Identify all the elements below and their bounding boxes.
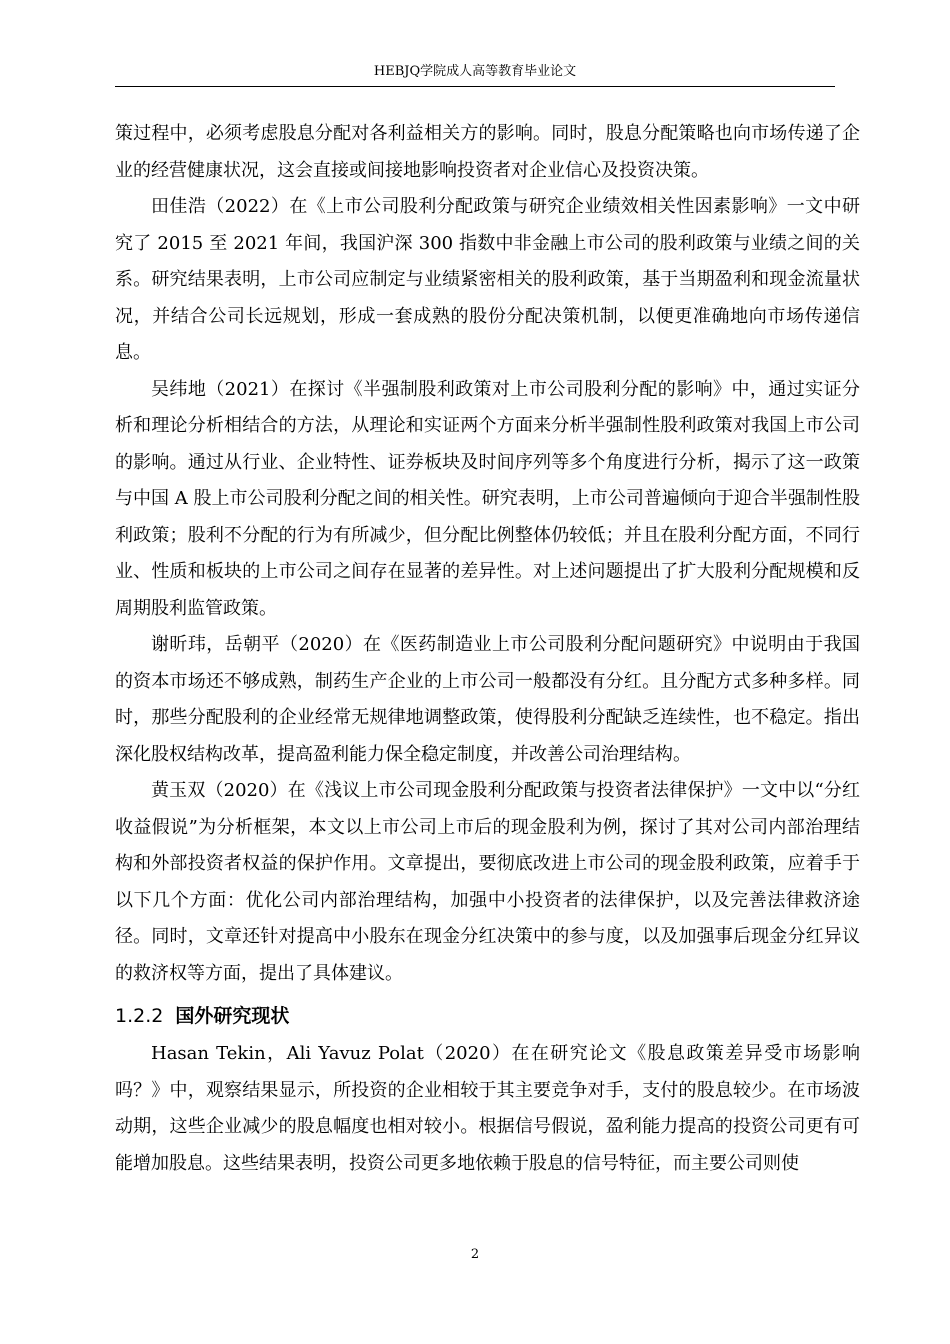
- paragraph: 黄玉双（2020）在《浅议上市公司现金股利分配政策与投资者法律保护》一文中以“分红收益假说”为分析框架，本文以上市公司上市后的现金股利为例，探讨了其对公司内部治理结构和外部投资者权益的保护作用。文章提出，要彻底改进上市公司的现金股利政策，应着手于以下几个方面：优化公司内部治理结构，加强中小投资者的法律保护，以及完善法律救济途径。同时，文章还针对提高中小股东在现金分红决策中的参与度，以及加强事后现金分红异议的救济权等方面，提出了具体建议。: [115, 780, 860, 984]
- document-body: [115, 116, 860, 1182]
- page-header: HEBJQ学院成人高等教育毕业论文: [373, 64, 577, 79]
- paragraph: 策过程中，必须考虑股息分配对各利益相关方的影响。同时，股息分配策略也向市场传递了企业的经营健康状况，这会直接或间接地影响投资者对企业信心及投资决策。: [115, 123, 860, 181]
- page-number: 2: [470, 1247, 480, 1262]
- paragraph: 田佳浩（2022）在《上市公司股利分配政策与研究企业绩效相关性因素影响》一文中研究了 2015 至 2021 年间，我国沪深 300 指数中非金融上市公司的股利政策与业绩之间的关系。研究结果表明，上市公司应制定与业绩紧密相关的股利政策，基于当期盈利和现金流量状况，并结合公司长远规划，形成一套成熟的股份分配决策机制，以便更准确地向市场传递信息。: [115, 196, 860, 363]
- header-divider: [115, 86, 835, 87]
- paragraph: 吴纬地（2021）在探讨《半强制股利政策对上市公司股利分配的影响》中，通过实证分析和理论分析相结合的方法，从理论和实证两个方面来分析半强制性股利政策对我国上市公司的影响。通过从行业、企业特性、证券板块及时间序列等多个角度进行分析，揭示了这一政策与中国 A 股上市公司股利分配之间的相关性。研究表明，上市公司普遍倾向于迎合半强制性股利政策；股利不分配的行为有所减少，但分配比例整体仍较低；并且在股利分配方面，不同行业、性质和板块的上市公司之间存在显著的差异性。对上述问题提出了扩大股利分配规模和反周期股利监管政策。: [115, 378, 860, 619]
- section-heading: [115, 996, 860, 1036]
- paragraph: 谢昕玮，岳朝平（2020）在《医药制造业上市公司股利分配问题研究》中说明由于我国的资本市场还不够成熟，制药生产企业的上市公司一般都没有分红。且分配方式多种多样。同时，那些分配股利的企业经常无规律地调整政策，使得股利分配缺乏连续性，也不稳定。指出深化股权结构改革，提高盈利能力保全稳定制度，并改善公司治理结构。: [115, 634, 860, 765]
- section-title: 国外研究现状: [175, 1005, 290, 1027]
- section-number: 1.2.2: [115, 1005, 164, 1027]
- paragraph: Hasan Tekin，Ali Yavuz Polat（2020）在在研究论文《股息政策差异受市场影响吗？》中，观察结果显示，所投资的企业相较于其主要竞争对手，支付的股息较少。在市场波动期，这些企业减少的股息幅度也相对较小。根据信号假说，盈利能力提高的投资公司更有可能增加股息。这些结果表明，投资公司更多地依赖于股息的信号特征，而主要公司则使: [115, 1043, 860, 1174]
